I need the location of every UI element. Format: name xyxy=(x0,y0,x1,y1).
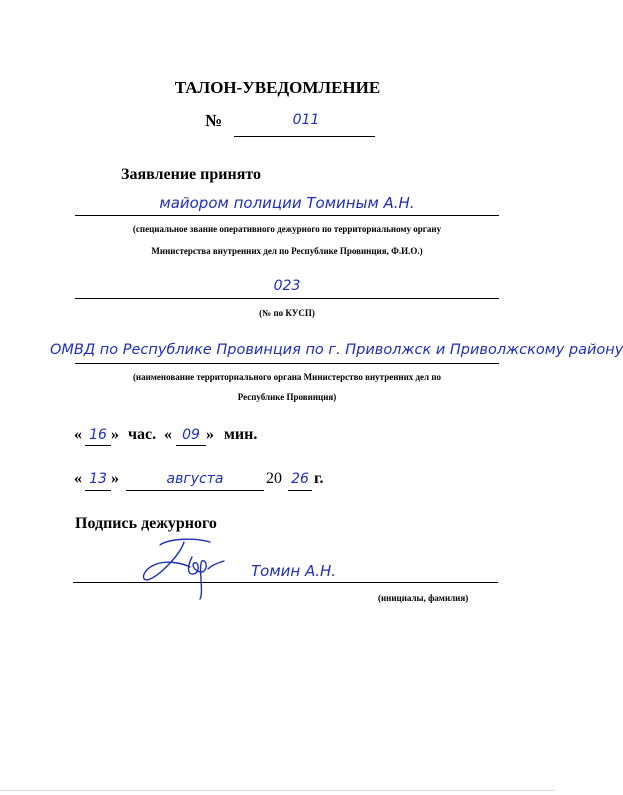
signature-name: Томин А.Н. xyxy=(251,562,337,580)
organ-caption-line2: Республике Провинция) xyxy=(237,392,337,402)
page-bottom-border xyxy=(0,790,555,791)
day-open-quote: « xyxy=(74,470,82,487)
hours-label: час. xyxy=(128,426,157,443)
handwritten-signature xyxy=(138,533,238,603)
number-underline xyxy=(234,136,375,137)
number-label: № xyxy=(205,111,223,130)
signature-label: Подпись дежурного xyxy=(75,515,217,532)
officer-underline xyxy=(75,215,499,216)
day-underline xyxy=(85,490,111,491)
signature-underline xyxy=(73,582,498,583)
kusp-underline xyxy=(75,298,499,299)
day-close-quote: » xyxy=(111,470,119,487)
officer-caption-line1: (специальное звание оперативного дежурного по территориальному органу xyxy=(132,224,442,234)
hours-underline xyxy=(85,445,111,446)
officer-value: майором полиции Томиным А.Н. xyxy=(159,194,415,212)
number-value: 011 xyxy=(292,112,320,128)
hours-close-quote: » xyxy=(111,426,119,443)
document-title: ТАЛОН-УВЕДОМЛЕНИЕ xyxy=(174,78,381,97)
date-row xyxy=(74,470,374,494)
signature-caption: (инициалы, фамилия) xyxy=(378,593,469,603)
kusp-caption: (№ по КУСП) xyxy=(259,308,315,318)
minutes-label: мин. xyxy=(224,426,258,443)
year-prefix: 20 xyxy=(266,470,282,487)
officer-caption-line2: Министерства внутренних дел по Республике Провинция, Ф.И.О.) xyxy=(151,246,423,256)
month-underline xyxy=(126,490,264,491)
minutes-close-quote: » xyxy=(206,426,214,443)
month-value: августа xyxy=(166,471,224,487)
hours-value: 16 xyxy=(89,427,107,443)
hours-open-quote: « xyxy=(74,426,82,443)
year-value: 26 xyxy=(291,471,309,487)
accepted-label: Заявление принято xyxy=(121,166,262,183)
day-value: 13 xyxy=(89,471,107,487)
year-suffix: г. xyxy=(314,470,324,487)
organ-caption-line1: (наименование территориального органа Министерство внутренних дел по xyxy=(132,372,442,382)
kusp-value: 023 xyxy=(273,278,301,294)
organ-value: ОМВД по Республике Провинция по г. Приволжск и Приволжскому району xyxy=(50,342,623,358)
minutes-open-quote: « xyxy=(164,426,172,443)
year-underline xyxy=(288,490,312,491)
minutes-value: 09 xyxy=(182,427,200,443)
organ-underline xyxy=(75,363,499,364)
minutes-underline xyxy=(176,445,206,446)
time-row xyxy=(74,426,374,450)
